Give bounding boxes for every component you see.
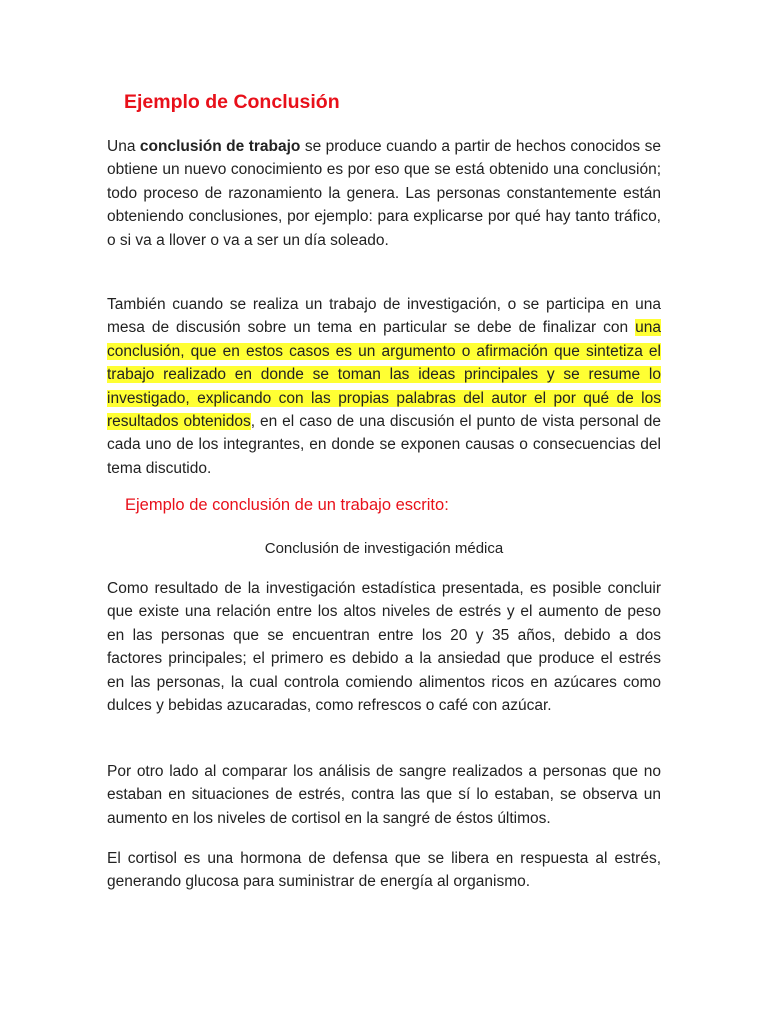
paragraph-comparison: Por otro lado al comparar los análisis de sangre realizados a personas que no estaban en situaciones de estrés, contra las que sí lo estaban, se observa un aumento en los niveles de cortisol en la sangré de éstos últimos. <box>107 763 661 827</box>
example-title: Conclusión de investigación médica <box>264 540 504 557</box>
page-title: Ejemplo de Conclusión <box>124 91 340 113</box>
highlighted-text: una conclusión, que en estos casos es un argumento o afirmación que sintetiza el trabajo realizado en donde se toman las ideas principales y se resume lo investigado, explicando con las propias palabras del autor el por qué de los resultados obtenidos <box>107 319 661 431</box>
paragraph-body: , en el caso de una discusión el punto de vista personal de cada uno de los integrantes, en donde se exponen causas o consecuencias del tema discutido. <box>107 413 661 477</box>
paragraph-lead: También cuando se realiza un trabajo de investigación, o se participa en una mesa de discusión sobre un tema en particular se debe de finalizar con <box>107 296 661 337</box>
paragraph-lead: Una <box>107 138 140 155</box>
bold-term: conclusión de trabajo <box>139 138 301 155</box>
paragraph-investigation <box>107 293 661 480</box>
paragraph-cortisol: El cortisol es una hormona de defensa que se libera en respuesta al estrés, generando glucosa para suministrar de energía al organismo. <box>107 850 661 891</box>
paragraph-results: Como resultado de la investigación estadística presentada, es posible concluir que existe una relación entre los altos niveles de estrés y el aumento de peso en las personas que se encuentran entre los 20 y 35 años, debido a dos factores principales; el primero es debido a la ansiedad que produce el estrés en las personas, la cual controla comiendo alimentos ricos en azúcares como dulces y bebidas azucaradas, como refrescos o café con azúcar. <box>107 580 661 715</box>
section-subtitle: Ejemplo de conclusión de un trabajo escrito: <box>125 496 449 514</box>
paragraph-body: se produce cuando a partir de hechos conocidos se obtiene un nuevo conocimiento es por eso que se está obtenido una conclusión; todo proceso de razonamiento la genera. Las personas constantemente están obteniendo conclusiones, por ejemplo: para explicarse por qué hay tanto tráfico, o si va a llover o va a ser un día soleado. <box>107 138 661 249</box>
paragraph-definition <box>107 135 661 252</box>
